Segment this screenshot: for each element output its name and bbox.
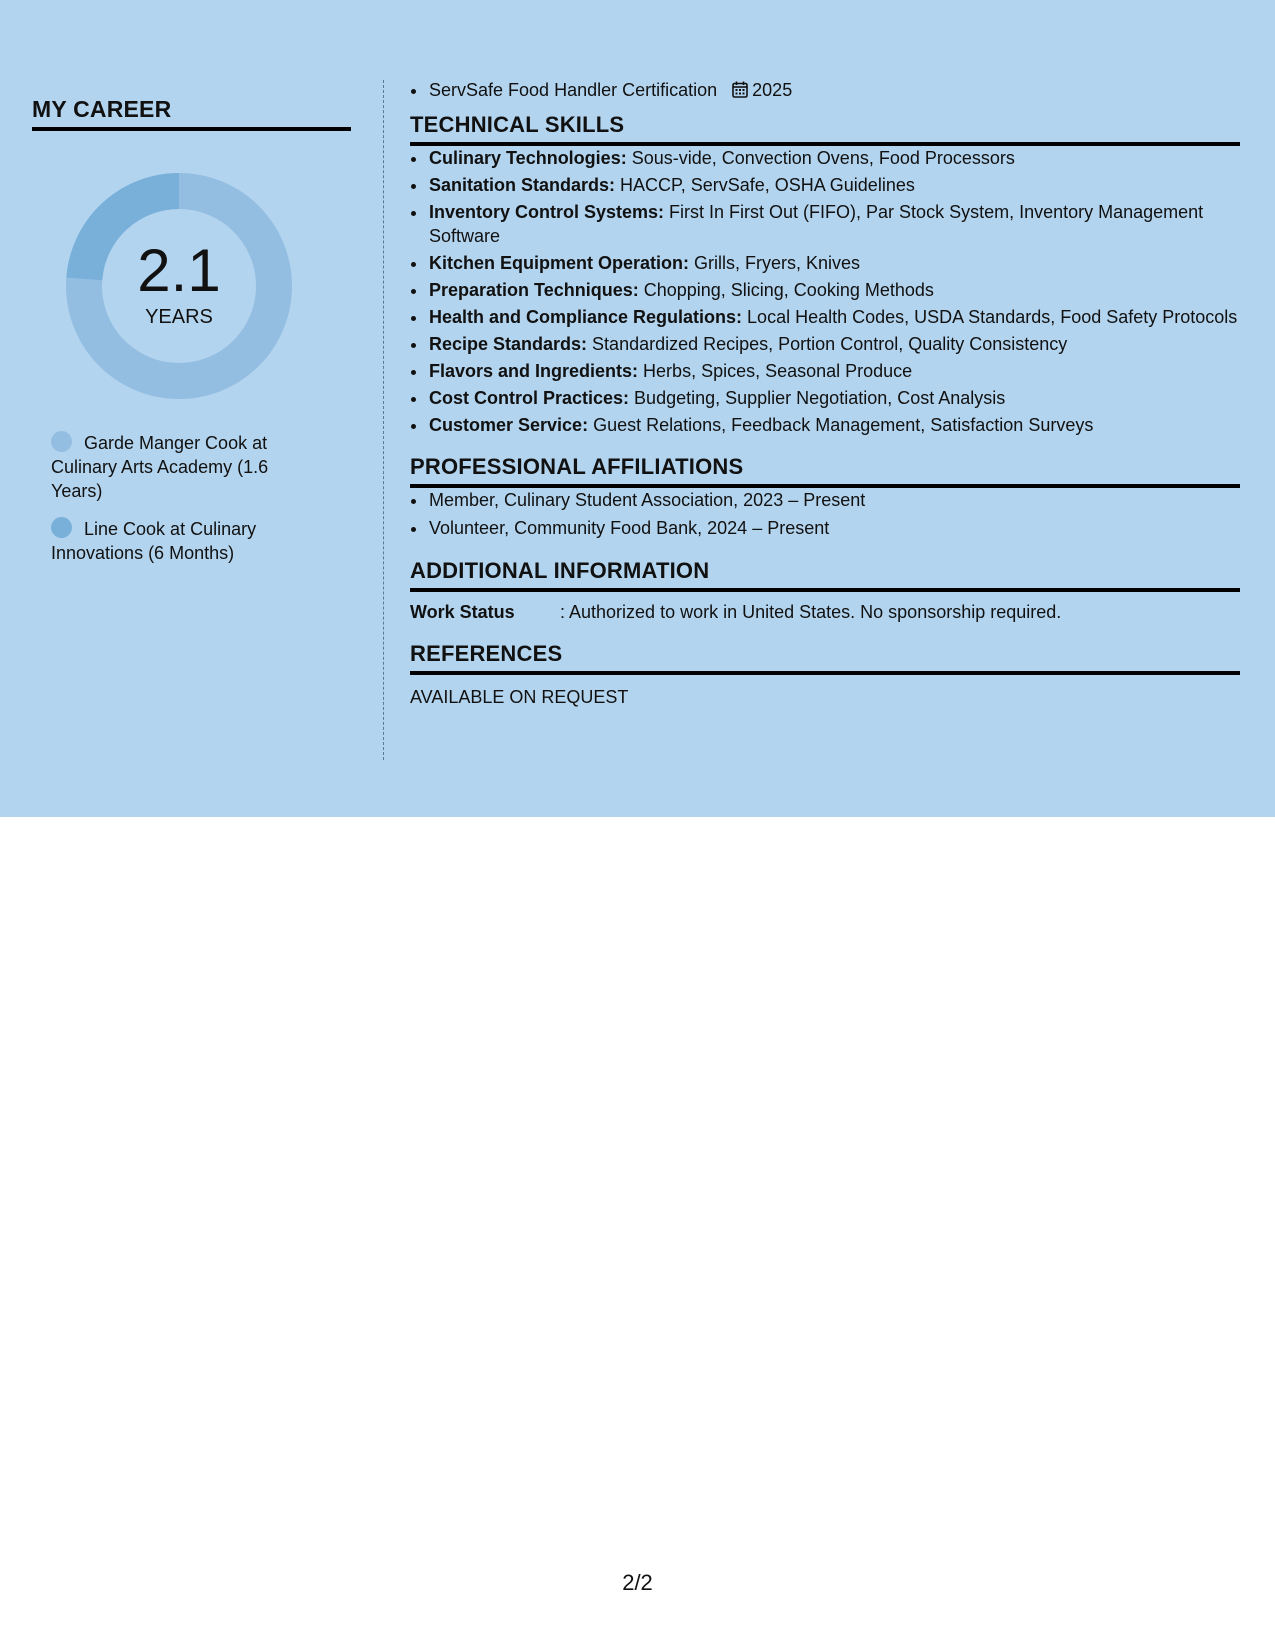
skill-item [428,251,1240,275]
legend-dot-icon [51,517,72,538]
skill-text: Chopping, Slicing, Cooking Methods [638,280,934,300]
skill-item [428,359,1240,383]
skill-item [428,386,1240,410]
skill-item [428,146,1240,170]
affiliation-item: • Member, Culinary Student Association, 2023 – Present [428,488,1240,512]
technical-skills-title: TECHNICAL SKILLS [410,112,1240,146]
work-status-label: Work Status [410,602,515,622]
skill-label: Kitchen Equipment Operation: [429,253,690,273]
legend-label: Garde Manger Cook at Culinary Arts Academy (1.6 Years) [51,433,269,501]
skill-text: Guest Relations, Feedback Management, Satisfaction Surveys [588,415,1094,435]
skill-label: Health and Compliance Regulations: [429,307,743,327]
affiliations-title: PROFESSIONAL AFFILIATIONS [410,454,1240,488]
donut-center [66,173,292,399]
legend-label: Line Cook at Culinary Innovations (6 Months) [51,519,257,563]
technical-skills-list [410,146,1240,437]
skill-text: Grills, Fryers, Knives [689,253,861,273]
skill-label: Culinary Technologies: [429,148,627,168]
skill-label: Inventory Control Systems: [429,202,665,222]
page-number: 2/2 [622,1570,653,1595]
skill-text: First In First Out (FIFO), Par Stock System, Inventory Management Software [429,202,1204,246]
skill-text: Local Health Codes, USDA Standards, Food Safety Protocols [742,307,1238,327]
certification-name: ServSafe Food Handler Certification [429,80,718,100]
additional-info-title: ADDITIONAL INFORMATION [410,558,1240,592]
affiliations-list [410,488,1240,540]
skill-item [428,200,1240,248]
column-divider [383,80,384,760]
work-status-row [410,600,1240,624]
references-title: REFERENCES [410,641,1240,675]
calendar-icon [732,80,748,104]
skill-item [428,278,1240,302]
certification-list [410,78,1240,104]
skill-label: Flavors and Ingredients: [429,361,639,381]
career-heading: MY CAREER [32,96,351,131]
certification-item [428,78,1240,104]
career-sidebar [32,96,351,579]
skill-text: Sous-vide, Convection Ovens, Food Processors [626,148,1015,168]
skill-text: Budgeting, Supplier Negotiation, Cost Analysis [629,388,1006,408]
skill-text: HACCP, ServSafe, OSHA Guidelines [615,175,915,195]
skill-text: Herbs, Spices, Seasonal Produce [638,361,913,381]
skill-item [428,332,1240,356]
main-content [410,78,1240,709]
skill-text: Standardized Recipes, Portion Control, Quality Consistency [587,334,1068,354]
references-text: AVAILABLE ON REQUEST [410,687,629,707]
skill-label: Preparation Techniques: [429,280,639,300]
affiliation-item: • Volunteer, Community Food Bank, 2024 – Present [428,516,1240,540]
skill-item [428,305,1240,329]
career-donut-chart [66,173,292,399]
legend-dot-icon [51,431,72,452]
work-status-value: : Authorized to work in United States. No sponsorship required. [560,602,1062,622]
legend-item-garde-manger [51,431,311,503]
skill-label: Recipe Standards: [429,334,588,354]
skill-label: Cost Control Practices: [429,388,630,408]
skill-label: Sanitation Standards: [429,175,616,195]
legend-item-line-cook [51,517,311,565]
certification-year: 2025 [752,80,793,100]
skill-item [428,413,1240,437]
career-legend [51,431,311,565]
skill-label: Customer Service: [429,415,589,435]
total-years-unit: YEARS [145,306,213,328]
total-years-value: 2.1 [137,237,221,304]
skill-item [428,173,1240,197]
